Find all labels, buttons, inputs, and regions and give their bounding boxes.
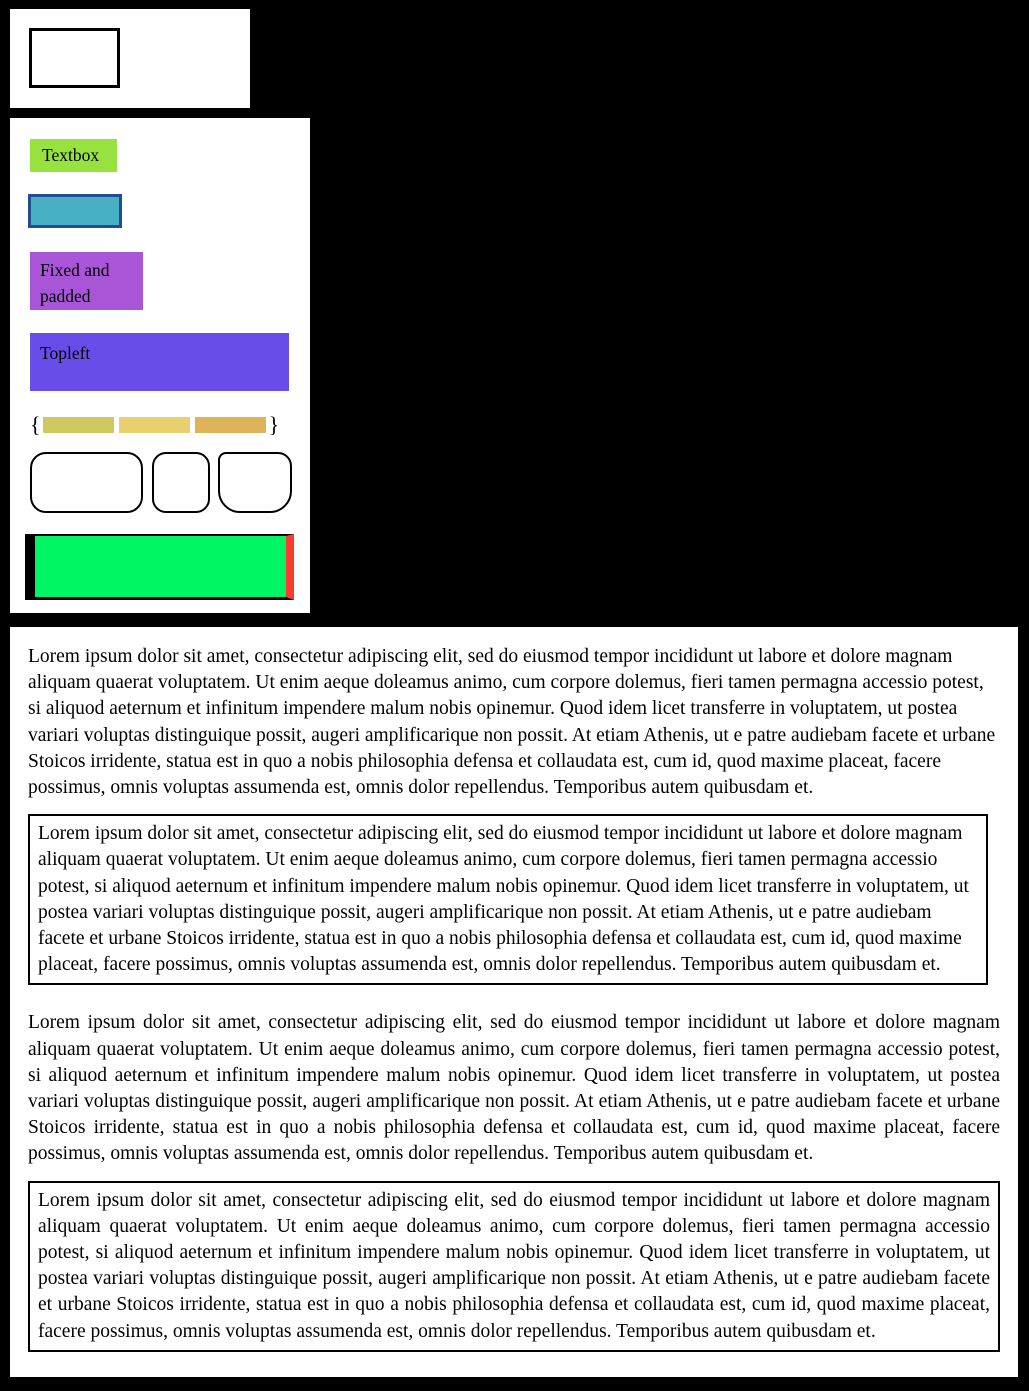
brace-row [30, 410, 290, 440]
paragraph-plain-left: Lorem ipsum dolor sit amet, consectetur adipiscing elit, sed do eiusmod tempor incididunt ut labore et dolore magnam aliquam quaerat voluptatem. Ut enim aeque doleamus animo, cum corpore dolemus, fieri tamen permagna accessio potest, si aliquod aeternum et infinitum impendere malum nobis opinemur. Quod idem licet transferre in voluptatem, ut postea variari voluptas distinguique possit, augeri amplificarique non possit. At etiam Athenis, ut e patre audiebam facete et urbane Stoicos irridente, statua est in quo a nobis philosophia defensa et collaudata est, cum id, quod maxime placeat, facere possimus, omnis voluptas assumenda est, omnis dolor repellendus. Temporibus autem quibusdam et. [28, 646, 996, 799]
gold-box-2 [119, 417, 190, 433]
teal-box [28, 194, 122, 228]
gold-box-1 [43, 417, 114, 433]
rounded-box-2 [152, 452, 210, 513]
top-panel [10, 9, 250, 108]
fixed-padded-box: Fixed and padded [30, 252, 143, 310]
paragraph-boxed-left: Lorem ipsum dolor sit amet, consectetur adipiscing elit, sed do eiusmod tempor incididunt ut labore et dolore magnam aliquam quaerat voluptatem. Ut enim aeque doleamus animo, cum corpore dolemus, fieri tamen permagna accessio potest, si aliquod aeternum et infinitum impendere malum nobis opinemur. Quod idem licet transferre in voluptatem, ut postea variari voluptas distinguique possit, augeri amplificarique non possit. At etiam Athenis, ut e patre audiebam facete et urbane Stoicos irridente, statua est in quo a nobis philosophia defensa et collaudata est, cum id, quod maxime placeat, facere possimus, omnis voluptas assumenda est, omnis dolor repellendus. Temporibus autem quibusdam et. [28, 814, 988, 985]
document-panel [10, 627, 1018, 1377]
green-bar [25, 534, 294, 600]
gold-box-3 [195, 417, 266, 433]
rounded-row [30, 452, 302, 513]
empty-framed-box [29, 28, 120, 88]
paragraph-plain-justified: Lorem ipsum dolor sit amet, consectetur adipiscing elit, sed do eiusmod tempor incididunt ut labore et dolore magnam aliquam quaerat voluptatem. Ut enim aeque doleamus animo, cum corpore dolemus, fieri tamen permagna accessio potest, si aliquod aeternum et infinitum impendere malum nobis opinemur. Quod idem licet transferre in voluptatem, ut postea variari voluptas distinguique possit, augeri amplificarique non possit. At etiam Athenis, ut e patre audiebam facete et urbane Stoicos irridente, statua est in quo a nobis philosophia defensa et collaudata est, cum id, quod maxime placeat, facere possimus, omnis voluptas assumenda est, omnis dolor repellendus. Temporibus autem quibusdam et. [28, 1012, 1000, 1165]
rounded-box-3 [218, 452, 292, 513]
widgets-panel [10, 118, 310, 613]
close-brace: } [268, 412, 280, 437]
textbox-widget: Textbox [30, 139, 117, 172]
paragraph-boxed-justified: Lorem ipsum dolor sit amet, consectetur adipiscing elit, sed do eiusmod tempor incididunt ut labore et dolore magnam aliquam quaerat voluptatem. Ut enim aeque doleamus animo, cum corpore dolemus, fieri tamen permagna accessio potest, si aliquod aeternum et infinitum impendere malum nobis opinemur. Quod idem licet transferre in voluptatem, ut postea variari voluptas distinguique possit, augeri amplificarique non possit. At etiam Athenis, ut e patre audiebam facete et urbane Stoicos irridente, statua est in quo a nobis philosophia defensa et collaudata est, cum id, quod maxime placeat, facere possimus, omnis voluptas assumenda est, omnis dolor repellendus. Temporibus autem quibusdam et. [28, 1181, 1000, 1352]
topleft-box: Topleft [30, 333, 289, 391]
open-brace: { [30, 412, 41, 437]
rounded-box-1 [30, 452, 143, 513]
